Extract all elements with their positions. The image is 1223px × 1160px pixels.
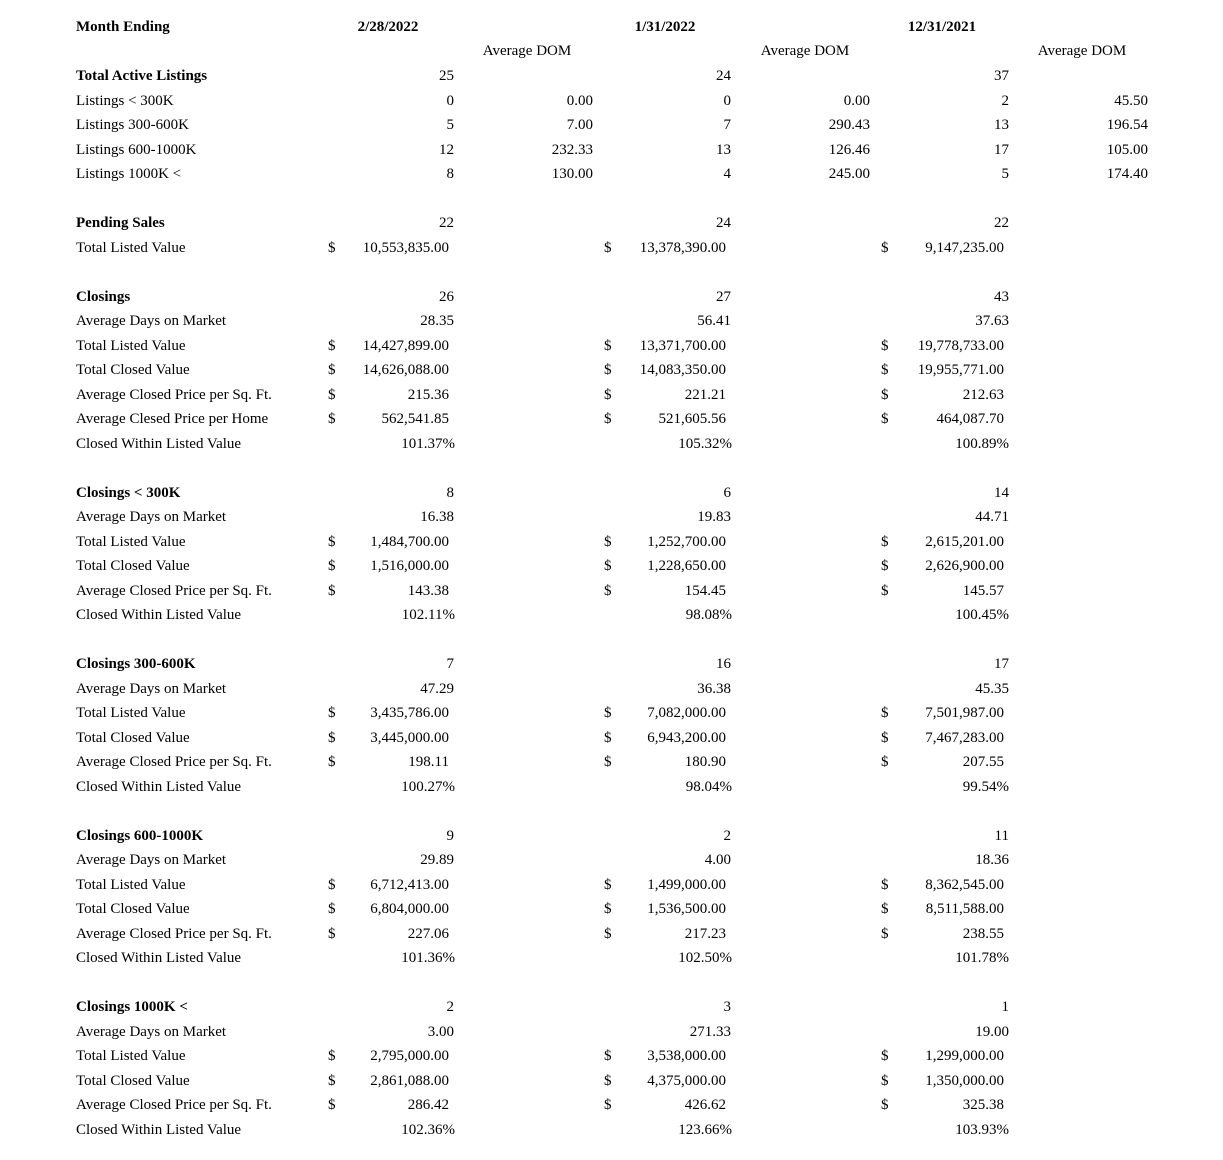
dollar-sign: $ (881, 901, 889, 917)
closings-row (0, 874, 1223, 896)
row-value: 215.36 (407, 386, 449, 403)
row-value: 238.55 (962, 925, 1004, 942)
dollar-sign: $ (604, 901, 612, 917)
closings-title-row (0, 653, 1223, 675)
row-label: Average Closed Price per Sq. Ft. (76, 1097, 272, 1113)
total-value: 24 (716, 215, 731, 231)
row-value: 1,350,000.00 (925, 1072, 1004, 1089)
row-label: Total Closed Value (76, 729, 190, 746)
row-label: Total Listed Value (76, 1048, 186, 1064)
row-value: 154.45 (684, 582, 726, 599)
row-value: 4,375,000.00 (647, 1072, 726, 1089)
row-label: Total Listed Value (76, 337, 186, 354)
row-value: 7,082,000.00 (647, 705, 726, 721)
closings-row (0, 898, 1223, 920)
average-dom-value: 174.40 (1106, 166, 1148, 182)
listing-count: 5 (446, 117, 454, 133)
row-value: 102.50% (678, 950, 732, 966)
row-value: 99.54% (962, 778, 1009, 795)
total-value: 16 (716, 656, 731, 672)
row-label: Average Closed Price per Sq. Ft. (76, 582, 272, 599)
row-label: Total Closed Value (76, 558, 190, 574)
dollar-sign: $ (881, 337, 889, 354)
average-dom-value: 130.00 (551, 166, 593, 182)
row-value: 37.63 (975, 313, 1009, 329)
total-value: 9 (446, 827, 454, 844)
row-value: 19,778,733.00 (917, 337, 1004, 354)
row-label: Closed Within Listed Value (76, 607, 242, 623)
row-value: 325.38 (962, 1097, 1004, 1113)
closings-title-row (0, 286, 1223, 308)
dollar-sign: $ (328, 754, 336, 770)
row-value: 47.29 (420, 680, 454, 697)
dollar-sign: $ (881, 1048, 889, 1064)
closings-row (0, 678, 1223, 700)
closings-row (0, 776, 1223, 798)
dollar-sign: $ (328, 876, 336, 893)
row-value: 13,371,700.00 (639, 337, 726, 354)
closings-row (0, 849, 1223, 871)
dollar-sign: $ (604, 337, 612, 354)
dollar-sign: $ (328, 925, 336, 942)
row-value: 7,501,987.00 (925, 705, 1004, 721)
row-label: Closed Within Listed Value (76, 950, 242, 966)
row-value: 2,861,088.00 (370, 1072, 449, 1089)
row-value: 13,378,390.00 (639, 239, 726, 256)
dollar-sign: $ (604, 362, 612, 378)
listing-count: 8 (446, 166, 454, 182)
section-title: Closings (76, 288, 131, 305)
closings-row (0, 408, 1223, 430)
row-value: 3,445,000.00 (370, 729, 449, 746)
dollar-sign: $ (604, 1048, 612, 1064)
row-value: 19.00 (975, 1023, 1009, 1040)
average-dom-value: 126.46 (828, 141, 870, 158)
row-value: 123.66% (678, 1121, 732, 1138)
row-label: Listings 300-600K (76, 117, 189, 133)
average-dom-value: 0.00 (843, 92, 870, 109)
section-title: Closings 1000K < (76, 999, 188, 1015)
row-label: Total Closed Value (76, 1072, 190, 1089)
row-label: Total Listed Value (76, 239, 186, 256)
dollar-sign: $ (604, 729, 612, 746)
dollar-sign: $ (328, 901, 336, 917)
closings-row (0, 923, 1223, 945)
dom-header-row (0, 40, 1223, 62)
closings-row (0, 702, 1223, 724)
row-value: 101.36% (401, 950, 455, 966)
dollar-sign: $ (881, 411, 889, 427)
total-value: 26 (439, 288, 454, 305)
dollar-sign: $ (881, 362, 889, 378)
row-value: 8,511,588.00 (925, 901, 1004, 917)
pending-row (0, 237, 1223, 259)
row-value: 56.41 (697, 313, 731, 329)
dollar-sign: $ (328, 239, 336, 256)
section-title: Closings 300-600K (76, 656, 196, 672)
listing-row (0, 114, 1223, 136)
row-value: 221.21 (684, 386, 726, 403)
row-value: 271.33 (689, 1023, 731, 1040)
row-value: 1,228,650.00 (647, 558, 726, 574)
listing-row (0, 163, 1223, 185)
listing-count: 4 (723, 166, 731, 182)
total-value: 27 (716, 288, 731, 305)
dollar-sign: $ (604, 582, 612, 599)
pending-sales-title-row (0, 212, 1223, 234)
dollar-sign: $ (604, 386, 612, 403)
closings-row (0, 751, 1223, 773)
row-value: 2,626,900.00 (925, 558, 1004, 574)
row-label: Listings < 300K (76, 92, 174, 109)
listing-count: 2 (1001, 92, 1009, 109)
total-value: 24 (716, 68, 731, 84)
row-label: Average Days on Market (76, 1023, 227, 1040)
dollar-sign: $ (604, 754, 612, 770)
dollar-sign: $ (881, 876, 889, 893)
total-value: 11 (994, 827, 1009, 844)
active-listings-title-row (0, 65, 1223, 87)
average-dom-value: 245.00 (828, 166, 870, 182)
row-value: 18.36 (975, 852, 1009, 868)
date-col-1: 2/28/2022 (357, 19, 419, 35)
row-label: Average Clesed Price per Home (76, 411, 269, 427)
month-ending-label: Month Ending (76, 19, 170, 35)
row-value: 36.38 (697, 680, 731, 697)
row-label: Total Closed Value (76, 362, 190, 378)
row-value: 105.32% (678, 435, 732, 452)
row-value: 14,083,350.00 (639, 362, 726, 378)
listing-count: 0 (446, 92, 454, 109)
dom-header-3: Average DOM (1037, 43, 1127, 59)
row-value: 19,955,771.00 (917, 362, 1004, 378)
average-dom-value: 0.00 (566, 92, 593, 109)
average-dom-value: 232.33 (551, 141, 593, 158)
row-label: Closed Within Listed Value (76, 1121, 242, 1138)
row-value: 19.83 (697, 509, 731, 525)
row-label: Average Days on Market (76, 313, 227, 329)
dollar-sign: $ (328, 582, 336, 599)
row-value: 14,427,899.00 (362, 337, 449, 354)
row-label: Total Listed Value (76, 533, 186, 550)
row-label: Average Closed Price per Sq. Ft. (76, 754, 272, 770)
row-value: 101.37% (401, 435, 455, 452)
dollar-sign: $ (604, 411, 612, 427)
closings-row (0, 947, 1223, 969)
closings-row (0, 1070, 1223, 1092)
total-value: 2 (446, 999, 454, 1015)
listing-count: 17 (994, 141, 1009, 158)
row-value: 426.62 (684, 1097, 726, 1113)
dollar-sign: $ (881, 582, 889, 599)
dollar-sign: $ (881, 729, 889, 746)
row-value: 98.04% (685, 778, 732, 795)
row-value: 16.38 (420, 509, 454, 525)
row-value: 8,362,545.00 (925, 876, 1004, 893)
row-value: 6,804,000.00 (370, 901, 449, 917)
row-value: 3,435,786.00 (370, 705, 449, 721)
row-label: Total Listed Value (76, 705, 186, 721)
total-value: 17 (994, 656, 1009, 672)
row-value: 227.06 (407, 925, 449, 942)
dollar-sign: $ (881, 239, 889, 256)
row-value: 1,252,700.00 (647, 533, 726, 550)
average-dom-value: 7.00 (566, 117, 593, 133)
date-col-2: 1/31/2022 (634, 19, 696, 35)
total-value: 22 (439, 215, 454, 231)
listing-row (0, 139, 1223, 161)
dollar-sign: $ (328, 533, 336, 550)
row-value: 562,541.85 (381, 411, 449, 427)
average-dom-value: 290.43 (828, 117, 870, 133)
closings-row (0, 359, 1223, 381)
dollar-sign: $ (881, 386, 889, 403)
row-value: 100.89% (955, 435, 1009, 452)
listing-count: 13 (716, 141, 731, 158)
row-value: 101.78% (955, 950, 1009, 966)
row-value: 44.71 (975, 509, 1009, 525)
row-value: 6,943,200.00 (647, 729, 726, 746)
row-label: Closed Within Listed Value (76, 778, 242, 795)
total-value: 25 (439, 68, 454, 84)
closings-row (0, 384, 1223, 406)
listing-count: 12 (439, 141, 454, 158)
dollar-sign: $ (328, 1072, 336, 1089)
dollar-sign: $ (328, 729, 336, 746)
total-value: 1 (1001, 999, 1009, 1015)
total-value: 14 (994, 484, 1009, 501)
closings-row (0, 555, 1223, 577)
row-value: 1,499,000.00 (647, 876, 726, 893)
row-label: Listings 600-1000K (76, 141, 197, 158)
listing-count: 7 (723, 117, 731, 133)
total-value: 7 (446, 656, 454, 672)
row-value: 464,087.70 (936, 411, 1004, 427)
row-value: 2,615,201.00 (925, 533, 1004, 550)
row-value: 3,538,000.00 (647, 1048, 726, 1064)
row-value: 10,553,835.00 (362, 239, 449, 256)
row-value: 1,299,000.00 (925, 1048, 1004, 1064)
total-value: 43 (994, 288, 1009, 305)
row-value: 180.90 (684, 754, 726, 770)
closings-title-row (0, 825, 1223, 847)
row-value: 103.93% (955, 1121, 1009, 1138)
row-label: Average Days on Market (76, 852, 227, 868)
row-value: 3.00 (427, 1023, 454, 1040)
dollar-sign: $ (881, 1072, 889, 1089)
row-value: 198.11 (408, 754, 449, 770)
row-value: 4.00 (704, 852, 731, 868)
row-value: 212.63 (962, 386, 1004, 403)
listing-row (0, 90, 1223, 112)
row-label: Average Closed Price per Sq. Ft. (76, 386, 272, 403)
dollar-sign: $ (881, 533, 889, 550)
closings-row (0, 1021, 1223, 1043)
row-label: Total Listed Value (76, 876, 186, 893)
row-value: 7,467,283.00 (925, 729, 1004, 746)
dollar-sign: $ (328, 411, 336, 427)
row-label: Average Closed Price per Sq. Ft. (76, 925, 272, 942)
closings-row (0, 335, 1223, 357)
dollar-sign: $ (604, 1097, 612, 1113)
row-value: 98.08% (685, 607, 732, 623)
row-label: Average Days on Market (76, 509, 227, 525)
total-value: 22 (994, 215, 1009, 231)
closings-row (0, 1045, 1223, 1067)
closings-row (0, 1094, 1223, 1116)
header-row (0, 16, 1223, 38)
row-value: 6,712,413.00 (370, 876, 449, 893)
listing-count: 5 (1001, 166, 1009, 182)
total-value: 37 (994, 68, 1009, 84)
row-label: Average Days on Market (76, 680, 227, 697)
dollar-sign: $ (328, 705, 336, 721)
date-col-3: 12/31/2021 (907, 19, 977, 35)
total-value: 6 (723, 484, 731, 501)
row-value: 100.45% (955, 607, 1009, 623)
row-label: Total Closed Value (76, 901, 190, 917)
row-value: 102.11% (401, 607, 455, 623)
section-title: Total Active Listings (76, 68, 208, 84)
closings-row (0, 506, 1223, 528)
row-value: 521,605.56 (658, 411, 726, 427)
row-value: 286.42 (407, 1097, 449, 1113)
listing-count: 0 (723, 92, 731, 109)
dollar-sign: $ (328, 558, 336, 574)
dom-header-1: Average DOM (482, 43, 572, 59)
section-title: Pending Sales (76, 215, 165, 231)
closings-row (0, 531, 1223, 553)
row-value: 45.35 (975, 680, 1009, 697)
dollar-sign: $ (604, 925, 612, 942)
closings-row (0, 1119, 1223, 1141)
dollar-sign: $ (328, 1097, 336, 1113)
average-dom-value: 196.54 (1106, 117, 1148, 133)
row-value: 102.36% (401, 1121, 455, 1138)
dollar-sign: $ (881, 1097, 889, 1113)
closings-title-row (0, 482, 1223, 504)
dollar-sign: $ (328, 337, 336, 354)
closings-row (0, 604, 1223, 626)
row-value: 145.57 (962, 582, 1004, 599)
dollar-sign: $ (604, 876, 612, 893)
dollar-sign: $ (604, 239, 612, 256)
closings-row (0, 310, 1223, 332)
section-title: Closings < 300K (76, 484, 181, 501)
closings-row (0, 580, 1223, 602)
row-label: Closed Within Listed Value (76, 435, 242, 452)
closings-title-row (0, 996, 1223, 1018)
dollar-sign: $ (881, 925, 889, 942)
row-value: 1,536,500.00 (647, 901, 726, 917)
closings-row (0, 433, 1223, 455)
dollar-sign: $ (881, 705, 889, 721)
total-value: 3 (723, 999, 731, 1015)
dollar-sign: $ (328, 1048, 336, 1064)
row-value: 28.35 (420, 313, 454, 329)
row-value: 9,147,235.00 (925, 239, 1004, 256)
average-dom-value: 105.00 (1106, 141, 1148, 158)
total-value: 2 (723, 827, 731, 844)
dollar-sign: $ (881, 754, 889, 770)
dollar-sign: $ (328, 362, 336, 378)
row-value: 1,516,000.00 (370, 558, 449, 574)
dom-header-2: Average DOM (760, 43, 850, 59)
dollar-sign: $ (604, 533, 612, 550)
closings-row (0, 727, 1223, 749)
row-value: 207.55 (962, 754, 1004, 770)
dollar-sign: $ (328, 386, 336, 403)
row-value: 217.23 (684, 925, 726, 942)
row-label: Listings 1000K < (76, 166, 182, 182)
total-value: 8 (446, 484, 454, 501)
row-value: 143.38 (407, 582, 449, 599)
dollar-sign: $ (604, 558, 612, 574)
listing-count: 13 (994, 117, 1009, 133)
dollar-sign: $ (604, 1072, 612, 1089)
row-value: 100.27% (401, 778, 455, 795)
row-value: 2,795,000.00 (370, 1048, 449, 1064)
average-dom-value: 45.50 (1114, 92, 1148, 109)
row-value: 14,626,088.00 (362, 362, 449, 378)
dollar-sign: $ (881, 558, 889, 574)
dollar-sign: $ (604, 705, 612, 721)
row-value: 1,484,700.00 (370, 533, 449, 550)
row-value: 29.89 (420, 852, 454, 868)
section-title: Closings 600-1000K (76, 827, 204, 844)
